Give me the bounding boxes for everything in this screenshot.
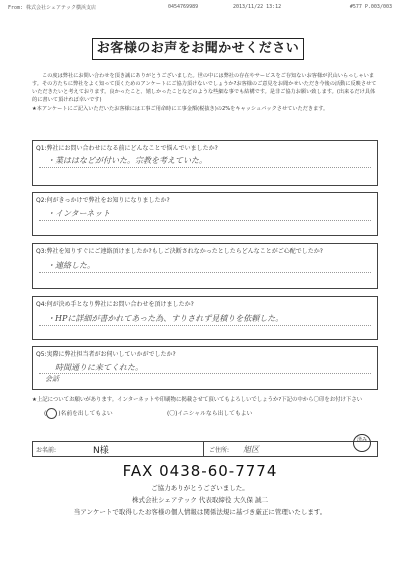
intro-note: ★本アンケートにご記入いただいたお客様には工事ご用命時に工事金額(税抜き)の2%をキャッシュバックさせていただきます。 [32, 106, 329, 112]
circled-mark: 〇 [169, 411, 176, 417]
question-box-q1 [32, 140, 378, 186]
divider [203, 442, 204, 456]
answer-line [39, 325, 371, 326]
question-box-q2 [32, 192, 378, 236]
handwritten-extra: 会話 [45, 375, 59, 383]
consent-option-label: イニシャルなら出してもよい [177, 411, 253, 417]
consent-title: ★上記についてお願いがあります。インターネットや印刷物に掲載させて頂いてもよろしいでしょうか?下記の中から〇印をお付け下さい [32, 397, 363, 403]
question-label: Q2:何がきっかけで弊社をお知りになりましたか? [36, 197, 170, 204]
processed-stamp: 済み [353, 434, 371, 452]
company-info: 株式会社シェアテック 代表取締役 大久保 誠二 [131, 496, 269, 504]
fax-from: From: 株式会社シェアテック横浜支店 [8, 5, 96, 11]
question-box-q4 [32, 296, 378, 340]
question-label: Q4:何が決め手となり弊社にお問い合わせを頂けましたか? [36, 301, 194, 308]
name-value[interactable]: N様 [93, 446, 109, 456]
answer-line [39, 373, 371, 374]
question-box-q5 [32, 346, 378, 390]
question-label: Q3:弊社を知りすぐにご連絡頂けましたか?もしご決断されなかったとしたらどんなことがご心配でしたか? [36, 248, 323, 255]
handwritten-answer[interactable]: ・インターネット [47, 209, 111, 218]
fax-datetime: 2013/11/22 13:12 [233, 4, 282, 10]
intro-paragraph: この度は弊社にお問い合わせを頂き誠にありがとうございました。世の中には弊社の存在やサービスをご存知ないお客様が沢山いらっしゃいます。その方たちに弊社をよく知って頂くためのアンケートにご協力頂けないでしょうか?お客様のご意見をお聞かせいただき今後の活動に反映させていただきたいと考えております。良かったこと、嬉しかったことなどのような些細な事でも結構です。是非ご協力お願い致します。(出来るだけ具体的に書いて頂ければ幸いです) [32, 73, 377, 103]
fax-header [8, 4, 392, 14]
name-label: お名前: [36, 447, 57, 454]
thanks-text: ご協力ありがとうございました。 [151, 484, 249, 492]
fax-tel: 0454769989 [168, 4, 199, 10]
page-title: お客様のお声をお聞かせください [92, 38, 304, 60]
handwritten-answer[interactable]: 時間通りに来てくれた。 [55, 363, 143, 372]
fax-page: #577 P.003/003 [349, 4, 392, 10]
address-value[interactable]: 旭区 [243, 445, 259, 454]
consent-option-label: 名前を出してもよい [60, 411, 113, 417]
handwritten-answer[interactable]: ・業ははなどが付いた。宗教を考えていた。 [47, 156, 207, 165]
question-box-q3 [32, 243, 378, 289]
answer-line [39, 272, 371, 273]
empty-circle[interactable] [46, 408, 57, 419]
privacy-note: 当アンケートで取得したお客様の個人情報は関係法規に基づき厳正に管理いたします。 [73, 508, 327, 516]
name-address-row [32, 441, 378, 457]
question-label: Q1:弊社にお問い合わせになる前にどんなことで悩んでいましたか? [36, 145, 218, 152]
fax-number: FAX 0438-60-7774 [122, 462, 278, 480]
consent-option-name[interactable]: ( )名前を出してもよい [44, 408, 113, 419]
handwritten-answer[interactable]: ・HPに詳細が書かれてあった為、すりされず見積りを依頼した。 [47, 314, 284, 323]
consent-option-initial[interactable]: (〇)イニシャルなら出してもよい [167, 411, 253, 417]
consent-options [32, 408, 378, 420]
intro [32, 72, 378, 113]
answer-line [39, 167, 371, 168]
answer-line [39, 220, 371, 221]
question-label: Q5:実際に弊社担当者がお伺いしていかがでしたか? [36, 351, 176, 358]
handwritten-answer[interactable]: ・連絡した。 [47, 261, 95, 270]
address-label: ご住所: [209, 447, 230, 454]
